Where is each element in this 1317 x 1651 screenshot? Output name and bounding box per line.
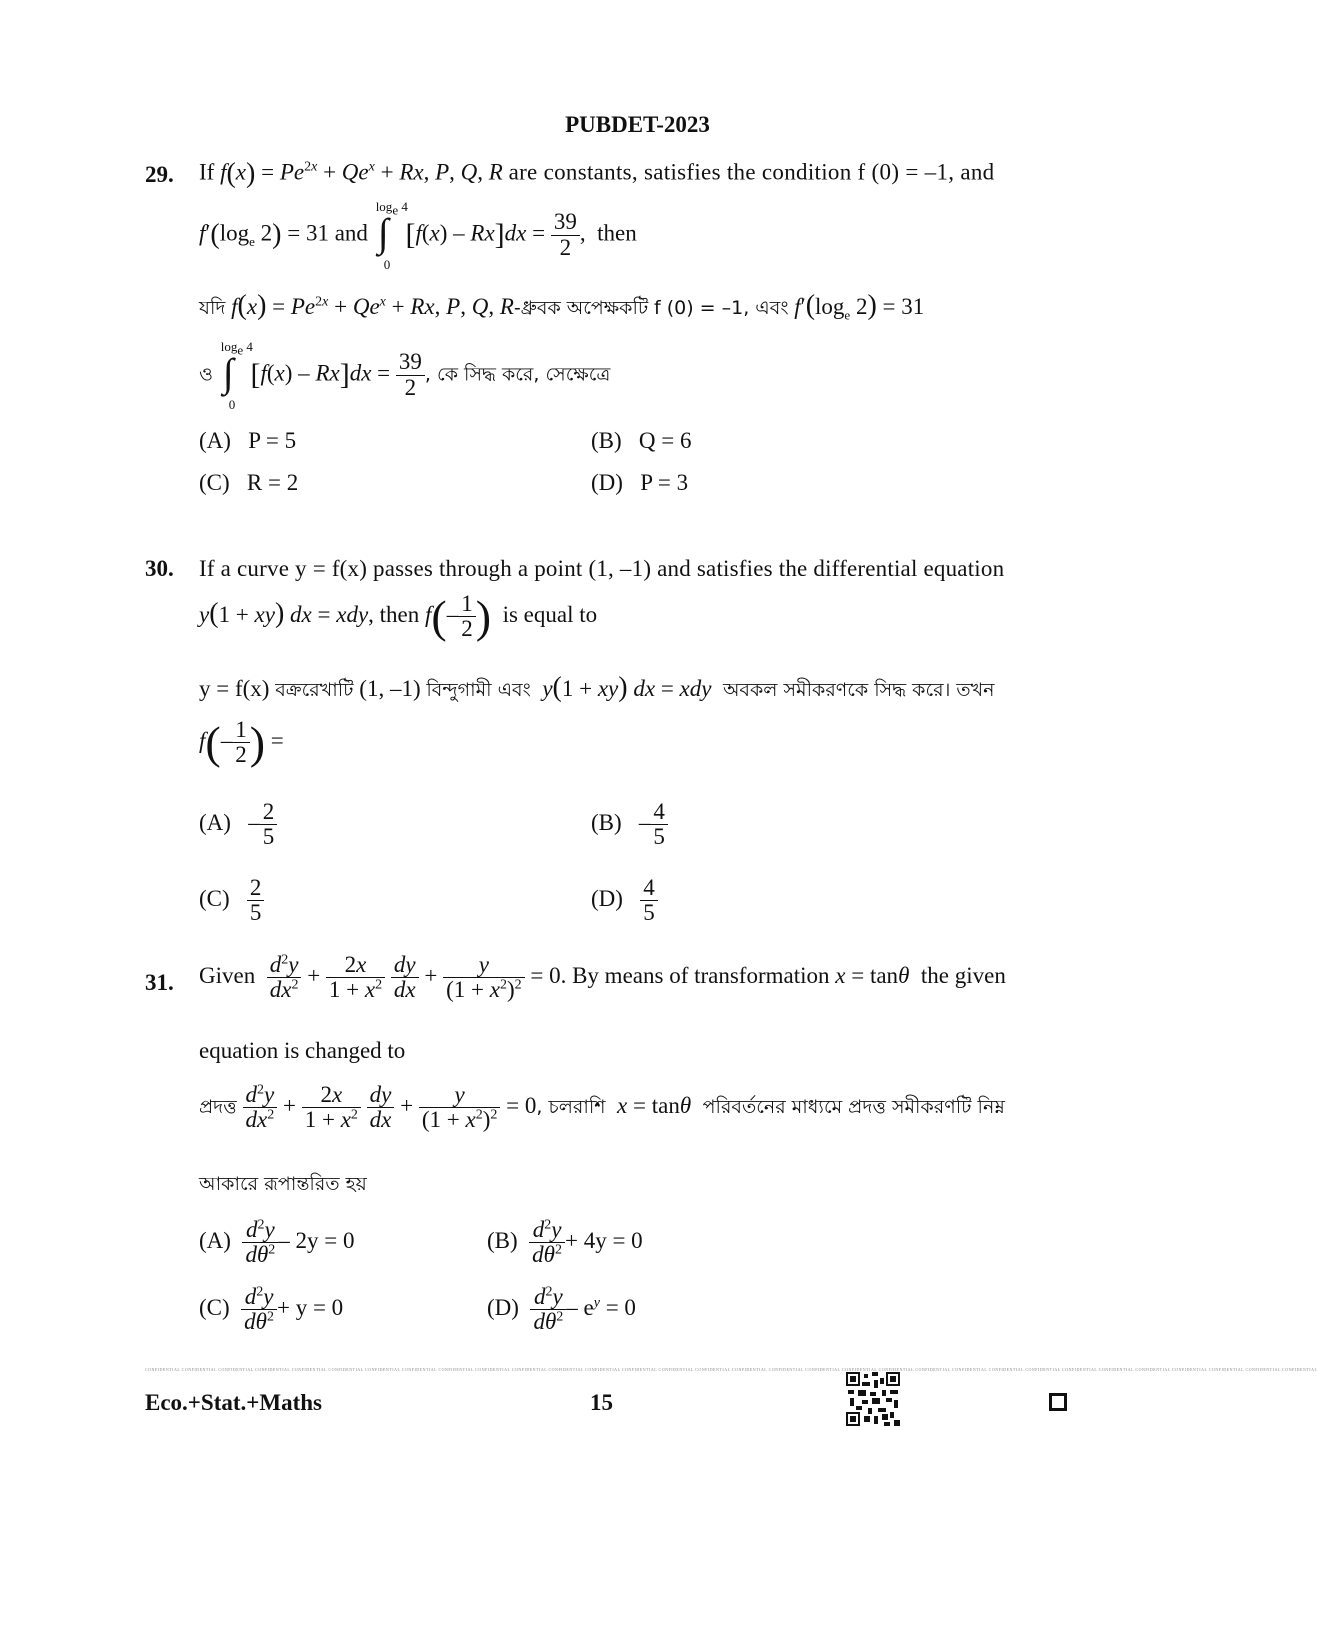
page-number: 15: [590, 1390, 613, 1415]
q29-option-a[interactable]: (A) P = 5: [199, 428, 297, 453]
q31-option-d[interactable]: (D) $\frac{d^2y}{d\theta^2}$ – $e^y = 0$: [487, 1284, 636, 1335]
question-number: 31.: [145, 970, 174, 995]
q29-option-d[interactable]: (D) P = 3: [591, 470, 689, 495]
q30-option-a[interactable]: (A) – $\frac{2}{5}$: [199, 800, 277, 849]
q31-bengali-line2: আকারে রূপান্তরিত হয়: [199, 1173, 367, 1195]
q30-english-line2: y(1 + xy) dx = xdy, then f(– $\frac{1}{2}$ ) is equal to: [199, 590, 598, 642]
footer-subject: Eco.+Stat.+Maths: [145, 1390, 322, 1415]
q29-english-line1: If $f(x) = Pe^{2x} + Qe^x + Rx$, P, Q, R are constants, satisfies the condition f (0) = –1, and: [199, 158, 995, 189]
q31-english-line2: equation is changed to: [199, 1038, 406, 1063]
confidential-separator: CONFIDENTIAL CONFIDENTIAL CONFIDENTIAL CONFIDENTIAL CONFIDENTIAL CONFIDENTIAL CONFIDENTIAL CONFIDENTIAL CONFIDENTIAL CONFIDENTIAL CONFIDENTIAL CONFIDENTIAL CONFIDENTIAL CONFIDENTIAL CONFIDENTIAL CONFIDENTIAL CONFIDENTIAL CONFIDENTIAL CONFIDENTIAL CONFIDENTIAL CONFIDENTIAL CONFIDENTIAL CONFIDENTIAL CONFIDENTIAL CONFIDENTIAL CONFIDENTIAL CONFIDENTIAL CONFIDENTIAL CONFIDENTIAL CONFIDENTIAL CONFIDENTIAL CONFIDENTIAL: [145, 1367, 1317, 1372]
q31-english-line1: Given $\frac{d^2y}{dx^2}$ + $\frac{2x}{1 + x^2}$ $\frac{dy}{dx}$ + $\frac{y}{(1 + x^2)^2}$ = 0. By means of transformation x = tanθ the given: [199, 952, 1006, 1003]
page-title: PUBDET-2023: [565, 112, 710, 137]
q30-option-b[interactable]: (B) – $\frac{4}{5}$: [591, 800, 668, 849]
q30-bengali-line1: y = f(x) বক্ররেখাটি (1, –1) বিন্দুগামী এবং y(1 + xy) dx = xdy অবকল সমীকরণকে সিদ্ধ করে। তখন: [199, 672, 995, 703]
question-number: 29.: [145, 162, 174, 187]
q31-option-b[interactable]: (B) $\frac{d^2y}{d\theta^2}$ + 4y = 0: [487, 1217, 643, 1268]
q29-bengali-line1: যদি $f(x) = Pe^{2x} + Qe^x + Rx$, P, Q, R-ধ্রুবক অপেক্ষকটি f (0) = –1, এবং $f'(\log_e$ 2) = 31: [199, 290, 925, 323]
q31-option-a[interactable]: (A) $\frac{d^2y}{d\theta^2}$ – 2y = 0: [199, 1217, 355, 1268]
question-number: 30.: [145, 556, 174, 581]
q29-option-c[interactable]: (C) R = 2: [199, 470, 299, 495]
q29-english-line2: $f'(\log_e$ 2) = 31 and $\log_e 4$ ∫ 0 [f(x) – Rx]dx = $\frac{39}{2}$ , then: [199, 199, 637, 272]
q30-option-c[interactable]: (C) $\frac{2}{5}$: [199, 876, 264, 925]
qr-code-icon: [846, 1372, 900, 1426]
q30-option-d[interactable]: (D) $\frac{4}{5}$: [591, 876, 658, 925]
q29-bengali-line2: ও $\log_e 4$ ∫ 0 [f(x) – Rx]dx = $\frac{39}{2}$ , কে সিদ্ধ করে, সেক্ষেত্রে: [199, 339, 611, 412]
corner-square-mark: [1049, 1393, 1067, 1411]
q30-english-line1: If a curve y = f(x) passes through a point (1, –1) and satisfies the differential equation: [199, 556, 1005, 581]
q29-option-b[interactable]: (B) Q = 6: [591, 428, 692, 453]
q31-option-c[interactable]: (C) $\frac{d^2y}{d\theta^2}$ + y = 0: [199, 1284, 344, 1335]
q31-bengali-line1: প্রদত্ত $\frac{d^2y}{dx^2}$ + $\frac{2x}{1 + x^2}$ $\frac{dy}{dx}$ + $\frac{y}{(1 + x^2)^2}$ = 0, চলরাশি x = tanθ পরিবর্তনের মাধ্যমে প্রদত্ত সমীকরণটি নিম্ন: [199, 1082, 1005, 1133]
q30-bengali-line2: f(– $\frac{1}{2}$ ) =: [199, 716, 284, 768]
